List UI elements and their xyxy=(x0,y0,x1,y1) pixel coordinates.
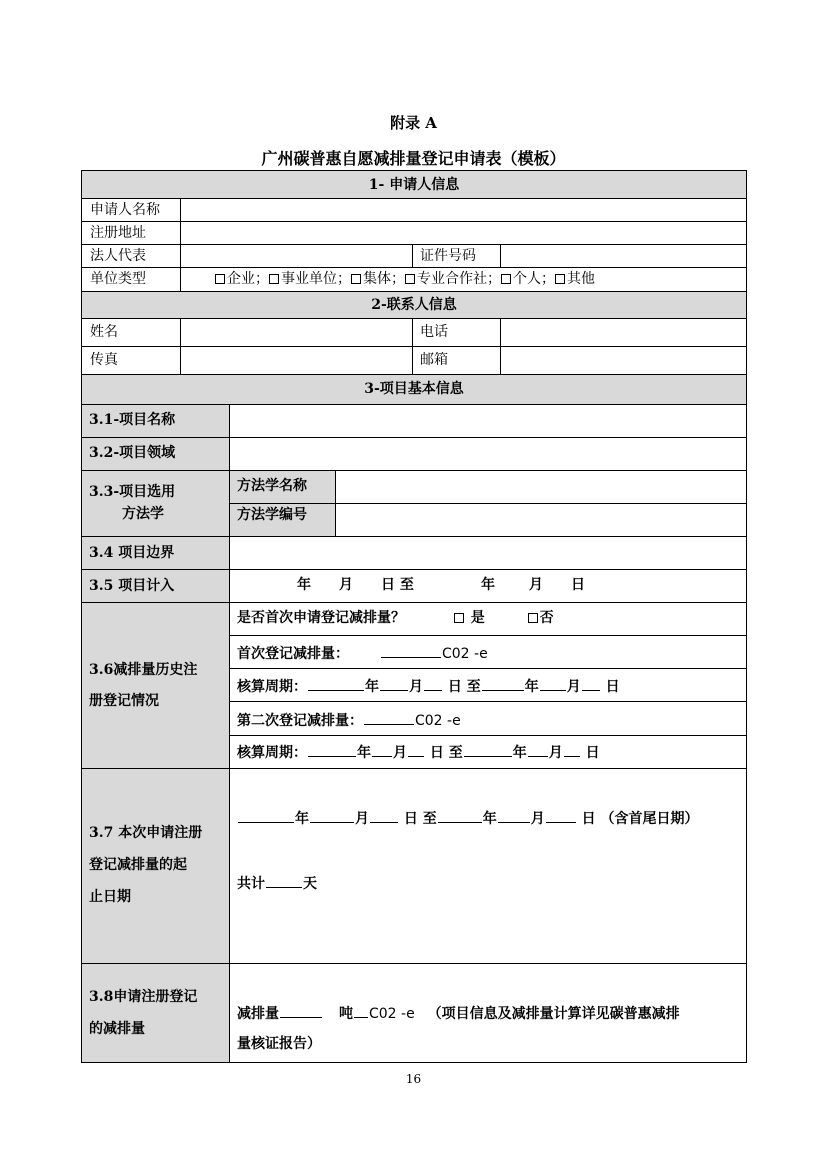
section1-header: 1- 申请人信息 xyxy=(368,177,460,193)
reduction-note-continued: 量核证报告） xyxy=(237,1036,321,1052)
first-apply-question: 是否首次申请登记减排量？ 是 否 xyxy=(237,610,554,626)
label-methodology-line2: 方法学 xyxy=(122,506,164,522)
crediting-year-end: 年 xyxy=(481,577,495,593)
label-history-line1: 3.6减排量历史注 xyxy=(89,662,198,678)
second-accounting-period: 核算周期： 年 月 日 至 年 月 日 xyxy=(237,742,600,762)
appendix-heading: 附录 A xyxy=(390,114,437,132)
field-applicant-name[interactable] xyxy=(181,199,745,221)
field-project-name[interactable] xyxy=(230,405,745,437)
second-amount-blank[interactable] xyxy=(364,710,414,725)
section3-header: 3-项目基本信息 xyxy=(364,381,464,397)
field-fax[interactable] xyxy=(181,347,411,374)
label-contact-name: 姓名 xyxy=(90,324,118,340)
label-legal-representative: 法人代表 xyxy=(90,248,146,264)
crediting-month-start: 月 xyxy=(339,577,353,593)
reduction-amount-blank[interactable] xyxy=(280,1003,322,1018)
field-methodology-name[interactable] xyxy=(336,471,745,503)
label-unit-type: 单位类型 xyxy=(90,271,146,287)
label-project-name: 3.1-项目名称 xyxy=(89,412,176,428)
page-number: 16 xyxy=(405,1072,422,1086)
label-start-end-line3: 止日期 xyxy=(89,889,131,905)
first-amount-blank[interactable] xyxy=(381,643,441,658)
crediting-day-to: 日 至 xyxy=(381,577,414,593)
checkbox-yes[interactable]: 是 xyxy=(454,610,485,626)
crediting-year-start: 年 xyxy=(297,577,311,593)
second-registration-amount: 第二次登记减排量： C02 -e xyxy=(237,710,461,730)
total-days-blank[interactable] xyxy=(266,873,302,888)
checkbox-other[interactable]: 其他 xyxy=(555,271,595,287)
label-start-end-line2: 登记减排量的起 xyxy=(89,857,187,873)
registration-date-range: 年 月 日 至 年 月 日 （含首尾日期） xyxy=(237,808,699,828)
crediting-month-end: 月 xyxy=(529,577,543,593)
crediting-day-end: 日 xyxy=(571,577,585,593)
label-project-boundary: 3.4 项目边界 xyxy=(89,545,175,561)
form-title: 广州碳普惠自愿减排量登记申请表（模板） xyxy=(261,149,566,168)
section2-header: 2-联系人信息 xyxy=(371,297,457,313)
label-start-end-line1: 3.7 本次申请注册 xyxy=(89,825,203,841)
label-applicant-name: 申请人名称 xyxy=(90,202,160,218)
checkbox-no[interactable]: 否 xyxy=(528,610,554,626)
label-methodology-name: 方法学名称 xyxy=(237,478,307,494)
checkbox-collective[interactable]: 集体； xyxy=(351,271,405,287)
field-email[interactable] xyxy=(501,347,745,374)
field-project-field[interactable] xyxy=(230,438,745,470)
label-id-number: 证件号码 xyxy=(420,248,476,264)
label-phone: 电话 xyxy=(420,324,448,340)
label-history-line2: 册登记情况 xyxy=(89,693,159,709)
unit-type-options xyxy=(215,270,595,288)
field-legal-representative[interactable] xyxy=(181,245,411,267)
label-registered-address: 注册地址 xyxy=(90,225,146,241)
label-reduction-line2: 的减排量 xyxy=(89,1021,145,1037)
label-methodology-code: 方法学编号 xyxy=(237,507,307,523)
field-project-boundary[interactable] xyxy=(230,537,745,569)
checkbox-cooperative[interactable]: 专业合作社； xyxy=(405,271,501,287)
reduction-amount: 减排量 吨 C02 -e （项目信息及减排量计算详见碳普惠减排 xyxy=(237,1003,680,1023)
field-contact-name[interactable] xyxy=(181,319,411,346)
label-methodology-line1: 3.3-项目选用 xyxy=(89,484,176,500)
field-methodology-code[interactable] xyxy=(336,504,745,536)
total-days: 共计 天 xyxy=(237,873,317,893)
label-fax: 传真 xyxy=(90,352,118,368)
checkbox-individual[interactable]: 个人； xyxy=(501,271,555,287)
checkbox-public-institution[interactable]: 事业单位； xyxy=(269,271,351,287)
checkbox-enterprise[interactable]: 企业； xyxy=(215,271,269,287)
first-registration-amount: 首次登记减排量： C02 -e xyxy=(237,643,488,663)
field-id-number[interactable] xyxy=(501,245,745,267)
field-phone[interactable] xyxy=(501,319,745,346)
first-accounting-period: 核算周期： 年 月 日 至 年 月 日 xyxy=(237,676,620,696)
label-project-field: 3.2-项目领域 xyxy=(89,445,176,461)
label-crediting-period: 3.5 项目计入 xyxy=(89,578,175,594)
field-registered-address[interactable] xyxy=(181,222,745,244)
label-reduction-line1: 3.8申请注册登记 xyxy=(89,989,198,1005)
label-email: 邮箱 xyxy=(420,352,448,368)
